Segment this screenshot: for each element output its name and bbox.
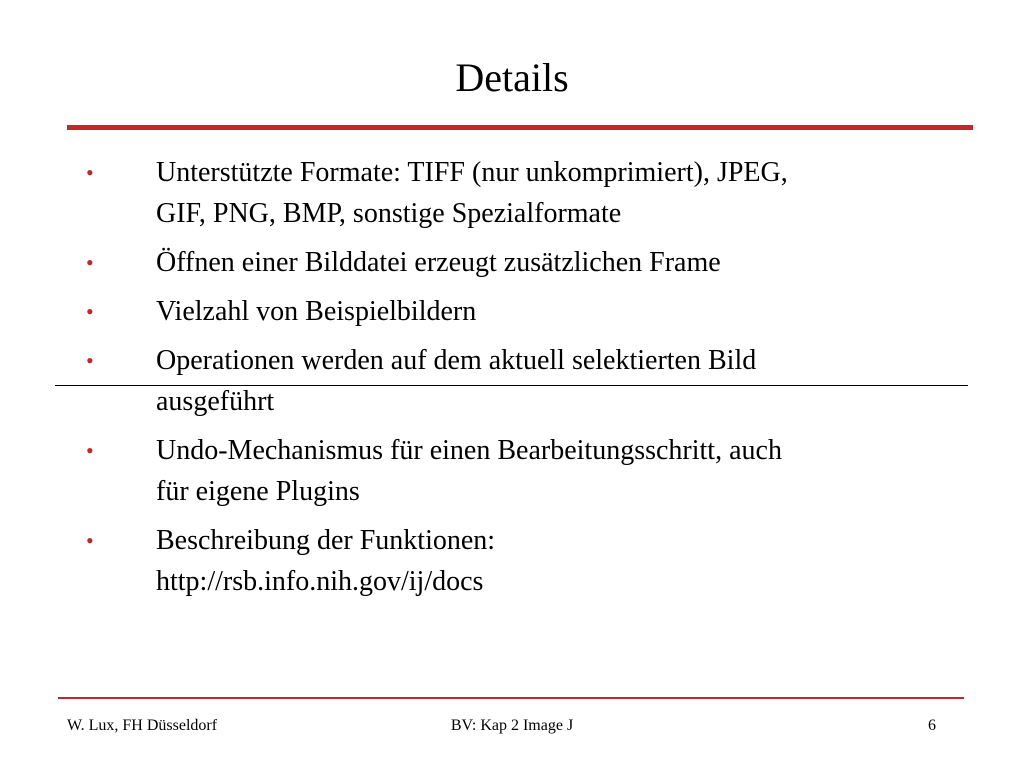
bullet-text-line: Vielzahl von Beispielbildern [156, 296, 477, 327]
bullet-icon: • [86, 250, 94, 275]
bullet-item [0, 152, 1024, 234]
bullet-item [0, 291, 1024, 332]
bullet-text-line: Undo-Mechanismus für einen Bearbeitungsschritt, auch [156, 435, 782, 466]
bullet-link-text: http://rsb.info.nih.gov/ij/docs [156, 566, 484, 597]
bullet-item [0, 430, 1024, 512]
title-divider [67, 125, 973, 130]
bullet-item [0, 520, 1024, 602]
content-divider-line [55, 385, 968, 386]
bullet-icon: • [86, 528, 94, 553]
bullet-text-line: GIF, PNG, BMP, sonstige Spezialformate [156, 198, 622, 229]
slide-title: Details [455, 55, 569, 100]
footer-page-number: 6 [928, 717, 936, 734]
bullet-text-line: Öffnen einer Bilddatei erzeugt zusätzlichen Frame [156, 247, 721, 278]
bullet-item [0, 242, 1024, 283]
bullet-text-line: Operationen werden auf dem aktuell selektierten Bild [156, 345, 757, 376]
bullet-icon: • [86, 438, 94, 463]
bullet-icon: • [86, 160, 94, 185]
bullet-item [0, 340, 1024, 422]
footer-divider [58, 697, 964, 699]
bullet-icon: • [86, 348, 94, 373]
footer-course: BV: Kap 2 Image J [450, 717, 574, 734]
bullet-text-line: für eigene Plugins [156, 476, 360, 507]
bullet-icon: • [86, 299, 94, 324]
bullet-list [0, 152, 1024, 610]
bullet-text-line: Unterstützte Formate: TIFF (nur unkomprimiert), JPEG, [156, 157, 788, 188]
footer-author: W. Lux, FH Düsseldorf [67, 717, 218, 734]
bullet-text-line: ausgeführt [156, 386, 275, 417]
bullet-text-line: Beschreibung der Funktionen: [156, 525, 496, 556]
